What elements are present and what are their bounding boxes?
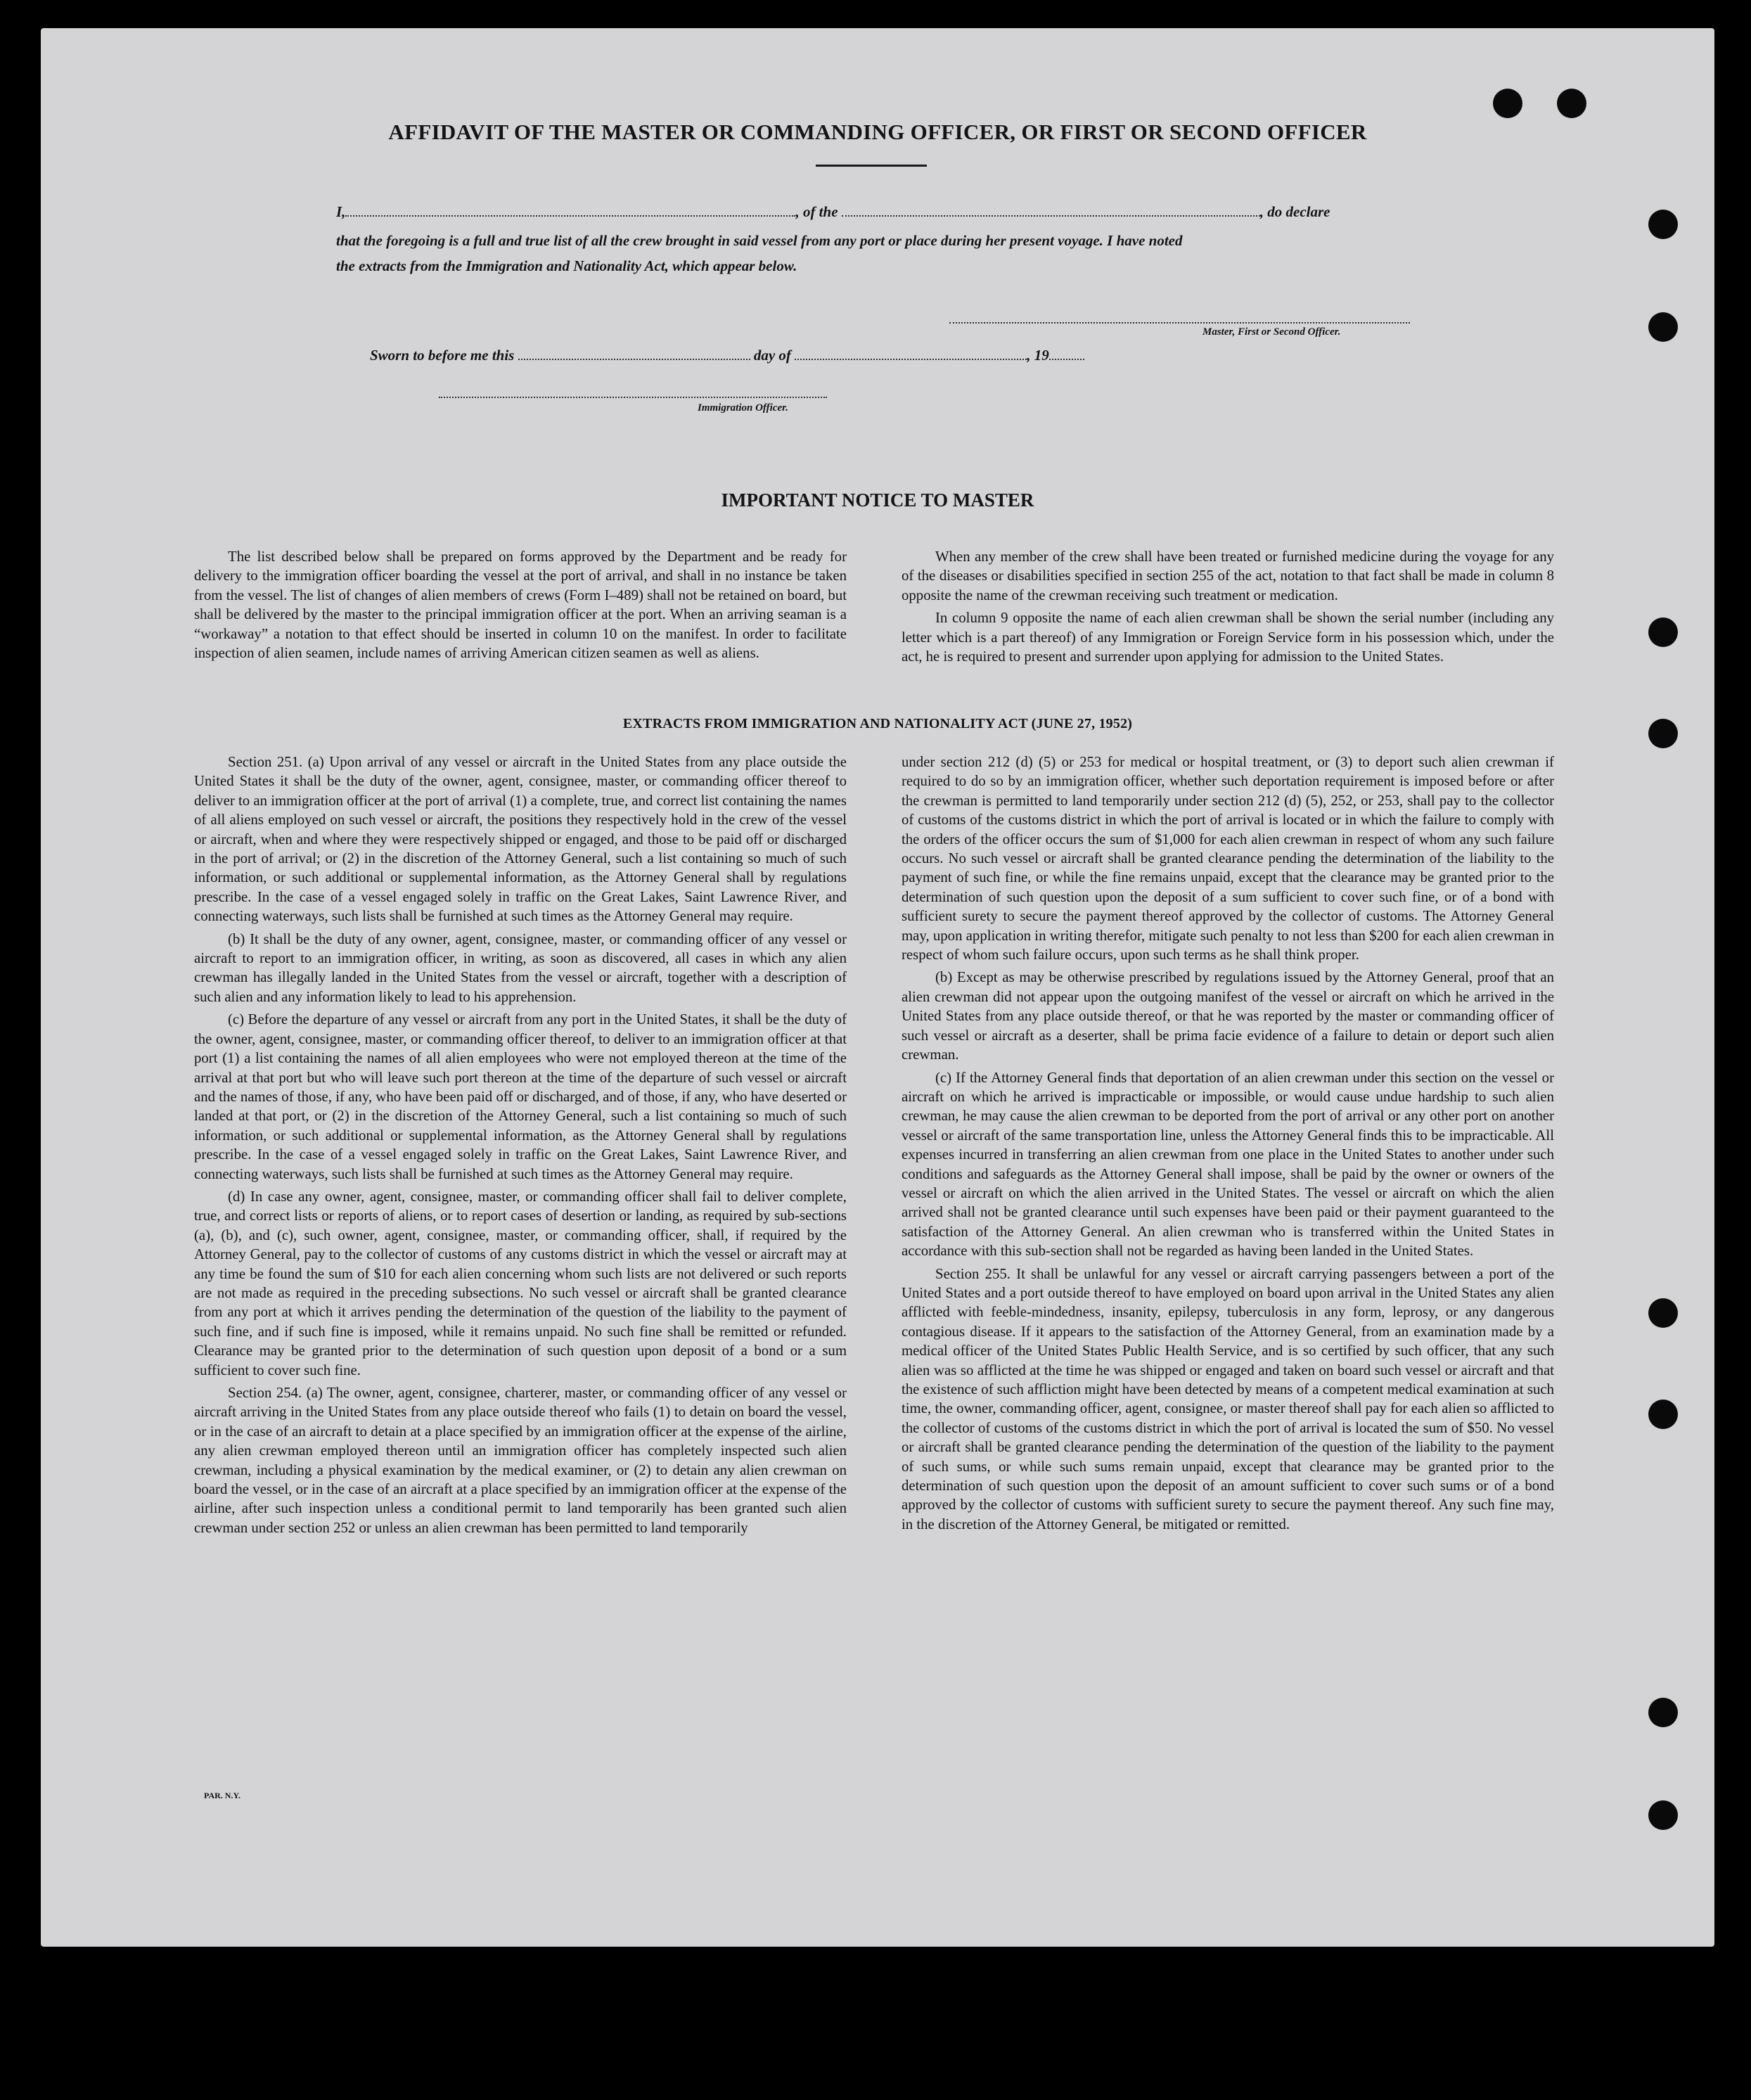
master-signature-line[interactable] bbox=[949, 322, 1410, 324]
section-255: Section 255. It shall be unlawful for any vessel or aircraft carrying passengers between a port of the United States and a port outside thereof to have employed on board upon arrival in the United States any alien afflicted with feeble-mindedness, insanity, epilepsy, tuberculosis in any form, leprosy, or any dangerous contagious disease. If it appears to the satisfaction of the Attorney General, from an examination made by a medical officer of the United States Public Health Service, and is so certified by such officer, that any such alien was so afflicted at the time he was shipped or engaged and taken on board such vessel or aircraft and that the existence of such affliction might have been detected by means of a competent medical examination at such time, the owner, commanding officer, agent, consignee, or master thereof shall pay for each alien so afflicted to the collector of customs of the customs district in which the port of arrival is located the sum of $50. No vessel or aircraft shall be granted clearance pending the determination of the question of the liability to the payment of such sums, or while such sums remain unpaid, except that clearance may be granted prior to the determination of such question upon the deposit of an amount sufficient to cover such sums or of a bond approved by the collector of customs with sufficient surety to secure the payment thereof. Any such fine may, in the discretion of the Attorney General, be mitigated or remitted. bbox=[902, 1265, 1554, 1532]
declaration-line-1 bbox=[336, 203, 1451, 221]
punch-hole bbox=[1648, 719, 1678, 748]
officer-signature-line[interactable] bbox=[439, 397, 827, 398]
punch-hole bbox=[1648, 312, 1678, 342]
printer-mark: PAR. N.Y. bbox=[204, 1791, 241, 1800]
section-251-a: Section 251. (a) Upon arrival of any vessel or aircraft in the United States from any place outside the United States it shall be the duty of the owner, agent, consignee, master, or commanding officer thereof to deliver to an immigration officer at the port of arrival (1) a complete, true, and correct list containing the names of all aliens employed on such vessel or aircraft, the positions they respectively hold in the crew of the vessel or aircraft, when and where they were respectively shipped or engaged, and those to be paid off or discharged in the port of arrival; or (2) in the discretion of the Attorney General, such a list containing so much of such information, or such additional or supplemental information, as the Attorney General shall by regulations prescribe. In the case of a vessel engaged solely in traffic on the Great Lakes, Saint Lawrence River, and connecting waterways, such lists shall be furnished at such times as the Attorney General may require. bbox=[194, 754, 847, 925]
notice-paragraph: When any member of the crew shall have been treated or furnished medicine during the voyage for any of the diseases or disabilities specified in section 255 of the act, notation to that fact shall be made in column 8 opposite the name of the crewman receiving such treatment or medication. bbox=[902, 549, 1554, 603]
notice-paragraph: In column 9 opposite the name of each alien crewman shall be shown the serial number (including any letter which is a part thereof) of any Immigration or Foreign Service form in his possession which, under the act, he is required to present and surrender upon applying for admission to the United States. bbox=[902, 610, 1554, 665]
section-251-c: (c) Before the departure of any vessel or aircraft from any port in the United States, it shall be the duty of the owner, agent, consignee, master, or commanding officer thereof, to deliver to an immigration officer at that port (1) a list containing the names of all alien employees who were not employed thereon at the time of the arrival at that port but who will leave such port thereon at the time of the departure of such vessel or aircraft and the names of those, if any, who have been paid off or discharged, and of those, if any, who have deserted or landed at that port, or (2) in the discretion of the Attorney General, such a list containing so much of such information, or such additional or supplemental information, as the Attorney General shall by regulations prescribe. In the case of a vessel engaged solely in traffic on the Great Lakes, Saint Lawrence River, and connecting waterways, such lists shall be furnished at such times as the Attorney General may require. bbox=[194, 1011, 847, 1182]
sworn-year-blank[interactable] bbox=[1049, 346, 1084, 360]
sworn-month-blank[interactable] bbox=[795, 346, 1027, 360]
extracts-right-column bbox=[902, 753, 1554, 1534]
affidavit-title: AFFIDAVIT OF THE MASTER OR COMMANDING OFFICER, OR FIRST OR SECOND OFFICER bbox=[388, 120, 1367, 144]
day-of-label: day of bbox=[753, 347, 791, 364]
vessel-blank[interactable] bbox=[842, 203, 1260, 217]
notice-left-column bbox=[194, 547, 847, 662]
extracts-heading: EXTRACTS FROM IMMIGRATION AND NATIONALITY ACT (JUNE 27, 1952) bbox=[622, 716, 1133, 731]
punch-hole bbox=[1648, 617, 1678, 647]
document-page bbox=[41, 28, 1714, 1947]
section-254-b: (b) Except as may be otherwise prescribed by regulations issued by the Attorney General, proof that an alien crewman did not appear upon the outgoing manifest of the vessel or aircraft on which he arrived in the United States from any place outside thereof, or that he was reported by the master or commanding officer of such vessel or aircraft as a deserter, shall be prima facie evidence of a failure to detain or deport such alien crewman. bbox=[902, 969, 1554, 1063]
section-251-d: (d) In case any owner, agent, consignee, master, or commanding officer shall fail to deliver complete, true, and correct lists or reports of aliens, or to report cases of desertion or landing, as required by sub-sections (a), (b), and (c), such owner, agent, consignee, master, or commanding officer, shall, if required by the Attorney General, pay to the collector of customs of any customs district in which the vessel or aircraft may at any time be found the sum of $10 for each alien concerning whom such lists are not delivered or such reports are not made as required in the preceding subsections. No such vessel or aircraft shall be granted clearance from any port at which it arrives pending the determination of the question of the liability to the payment of such fine, and if such fine is imposed, while it remains unpaid. No such fine shall be remitted or refunded. Clearance may be granted prior to the determination of such question upon deposit of a bond or a sum sufficient to cover such fine. bbox=[194, 1188, 847, 1378]
name-blank[interactable] bbox=[345, 203, 795, 217]
notice-heading: IMPORTANT NOTICE TO MASTER bbox=[721, 489, 1034, 511]
punch-hole bbox=[1648, 1298, 1678, 1328]
punch-hole bbox=[1648, 210, 1678, 239]
declaration-do-declare: , do declare bbox=[1259, 203, 1330, 220]
sworn-day-blank[interactable] bbox=[518, 346, 750, 360]
declaration-line-2: that the foregoing is a full and true list of all the crew brought in said vessel from any port or place during her present voyage. I have noted bbox=[336, 232, 1183, 249]
section-254-a-continued: under section 212 (d) (5) or 253 for medical or hospital treatment, or (3) to deport such alien crewman if required to do so by an immigration officer, whether such deportation requirement is imposed before or after the crewman is permitted to land temporarily under section 212 (d) (5), 252, or 253, shall pay to the collector of customs of the customs district in which the port of arrival is located or in which the failure to comply with the orders of the officer occurs the sum of $1,000 for each alien crewman in respect of whom any such failure occurs. No such vessel or aircraft shall be granted clearance pending the determination of the liability to the payment of such fine, or while the fine remains unpaid, except that the clearance may be granted prior to the determination of such question upon the deposit of a sum sufficient to cover such fine, or of a bond with sufficient surety to secure the payment thereof approved by the collector of customs. The Attorney General may, upon application in writing therefor, mitigate such penalty to not less than $200 for each alien crewman in respect of whom such failure occurs, upon such terms as he shall think proper. bbox=[902, 754, 1554, 963]
punch-hole bbox=[1493, 89, 1522, 118]
punch-hole bbox=[1557, 89, 1586, 118]
sworn-line bbox=[370, 346, 1214, 364]
sworn-label: Sworn to before me this bbox=[370, 347, 515, 364]
title-underline bbox=[816, 165, 927, 167]
section-254-a: Section 254. (a) The owner, agent, consignee, charterer, master, or commanding officer of any vessel or aircraft arriving in the United States from any place outside thereof who fails (1) to detain on board the vessel, or in the case of an aircraft to detain at a place specified by an immigration officer at the expense of the airline, any alien crewman employed thereon until an immigration officer has completely inspected such alien crewman, including a physical examination by the medical examiner, or (2) to detain any alien crewman on board the vessel, or in the case of an aircraft at a place specified by an immigration officer at the expense of the airline, after such inspection unless a conditional permit to land temporarily has been granted such alien crewman under section 252 or unless an alien crewman has been permitted to land temporarily bbox=[194, 1385, 847, 1536]
master-signature-caption: Master, First or Second Officer. bbox=[1202, 326, 1341, 338]
punch-hole bbox=[1648, 1400, 1678, 1429]
section-251-b: (b) It shall be the duty of any owner, agent, consignee, master, or commanding officer of any vessel or aircraft to report to an immigration officer, in writing, as soon as discovered, all cases in which any alien crewman has illegally landed in the United States from the vessel or aircraft, together with a description of such alien and any information likely to lead to his apprehension. bbox=[194, 930, 847, 1005]
officer-signature-caption: Immigration Officer. bbox=[698, 402, 788, 414]
declaration-line-3: the extracts from the Immigration and Nationality Act, which appear below. bbox=[336, 257, 797, 274]
extracts-left-column bbox=[194, 753, 847, 1537]
punch-hole bbox=[1648, 1698, 1678, 1727]
punch-hole bbox=[1648, 1800, 1678, 1830]
notice-paragraph: The list described below shall be prepared on forms approved by the Department and be ready for delivery to the immigration officer boarding the vessel at the port of arrival, and shall in no instance be taken from the vessel. The list of changes of alien members of crews (Form I–489) shall not be retained on board, but shall be delivered by the master to the principal immigration officer at the port. When an arriving seaman is a “workaway” a notation to that effect should be inserted in column 10 on the manifest. In order to facilitate inspection of alien seamen, include names of arriving American citizen seamen as well as aliens. bbox=[194, 549, 847, 662]
section-254-c: (c) If the Attorney General finds that deportation of an alien crewman under this section on the vessel or aircraft on which he arrived is impracticable or impossible, or would cause undue hardship to such alien crewman, he may cause the alien crewman to be deported from the port of arrival or any other port on another vessel or aircraft of the same transportation line, unless the Attorney General finds this to be impracticable. All expenses incurred in transferring an alien crewman from one place in the United States to another under such conditions and safeguards as the Attorney General shall impose, shall be paid by the owner or owners of the vessel or aircraft on which the alien arrived in the United States. The vessel or aircraft on which the alien arrived shall not be granted clearance until such expenses have been paid or their payment guaranteed to the satisfaction of the Attorney General. An alien crewman who is transferred within the United States in accordance with this sub-section shall not be regarded as having been landed in the United States. bbox=[902, 1069, 1554, 1260]
year-prefix: , 19 bbox=[1027, 347, 1049, 364]
declaration-of-the: , of the bbox=[795, 203, 838, 220]
notice-right-column bbox=[902, 547, 1554, 666]
declaration-i: I, bbox=[336, 203, 346, 220]
